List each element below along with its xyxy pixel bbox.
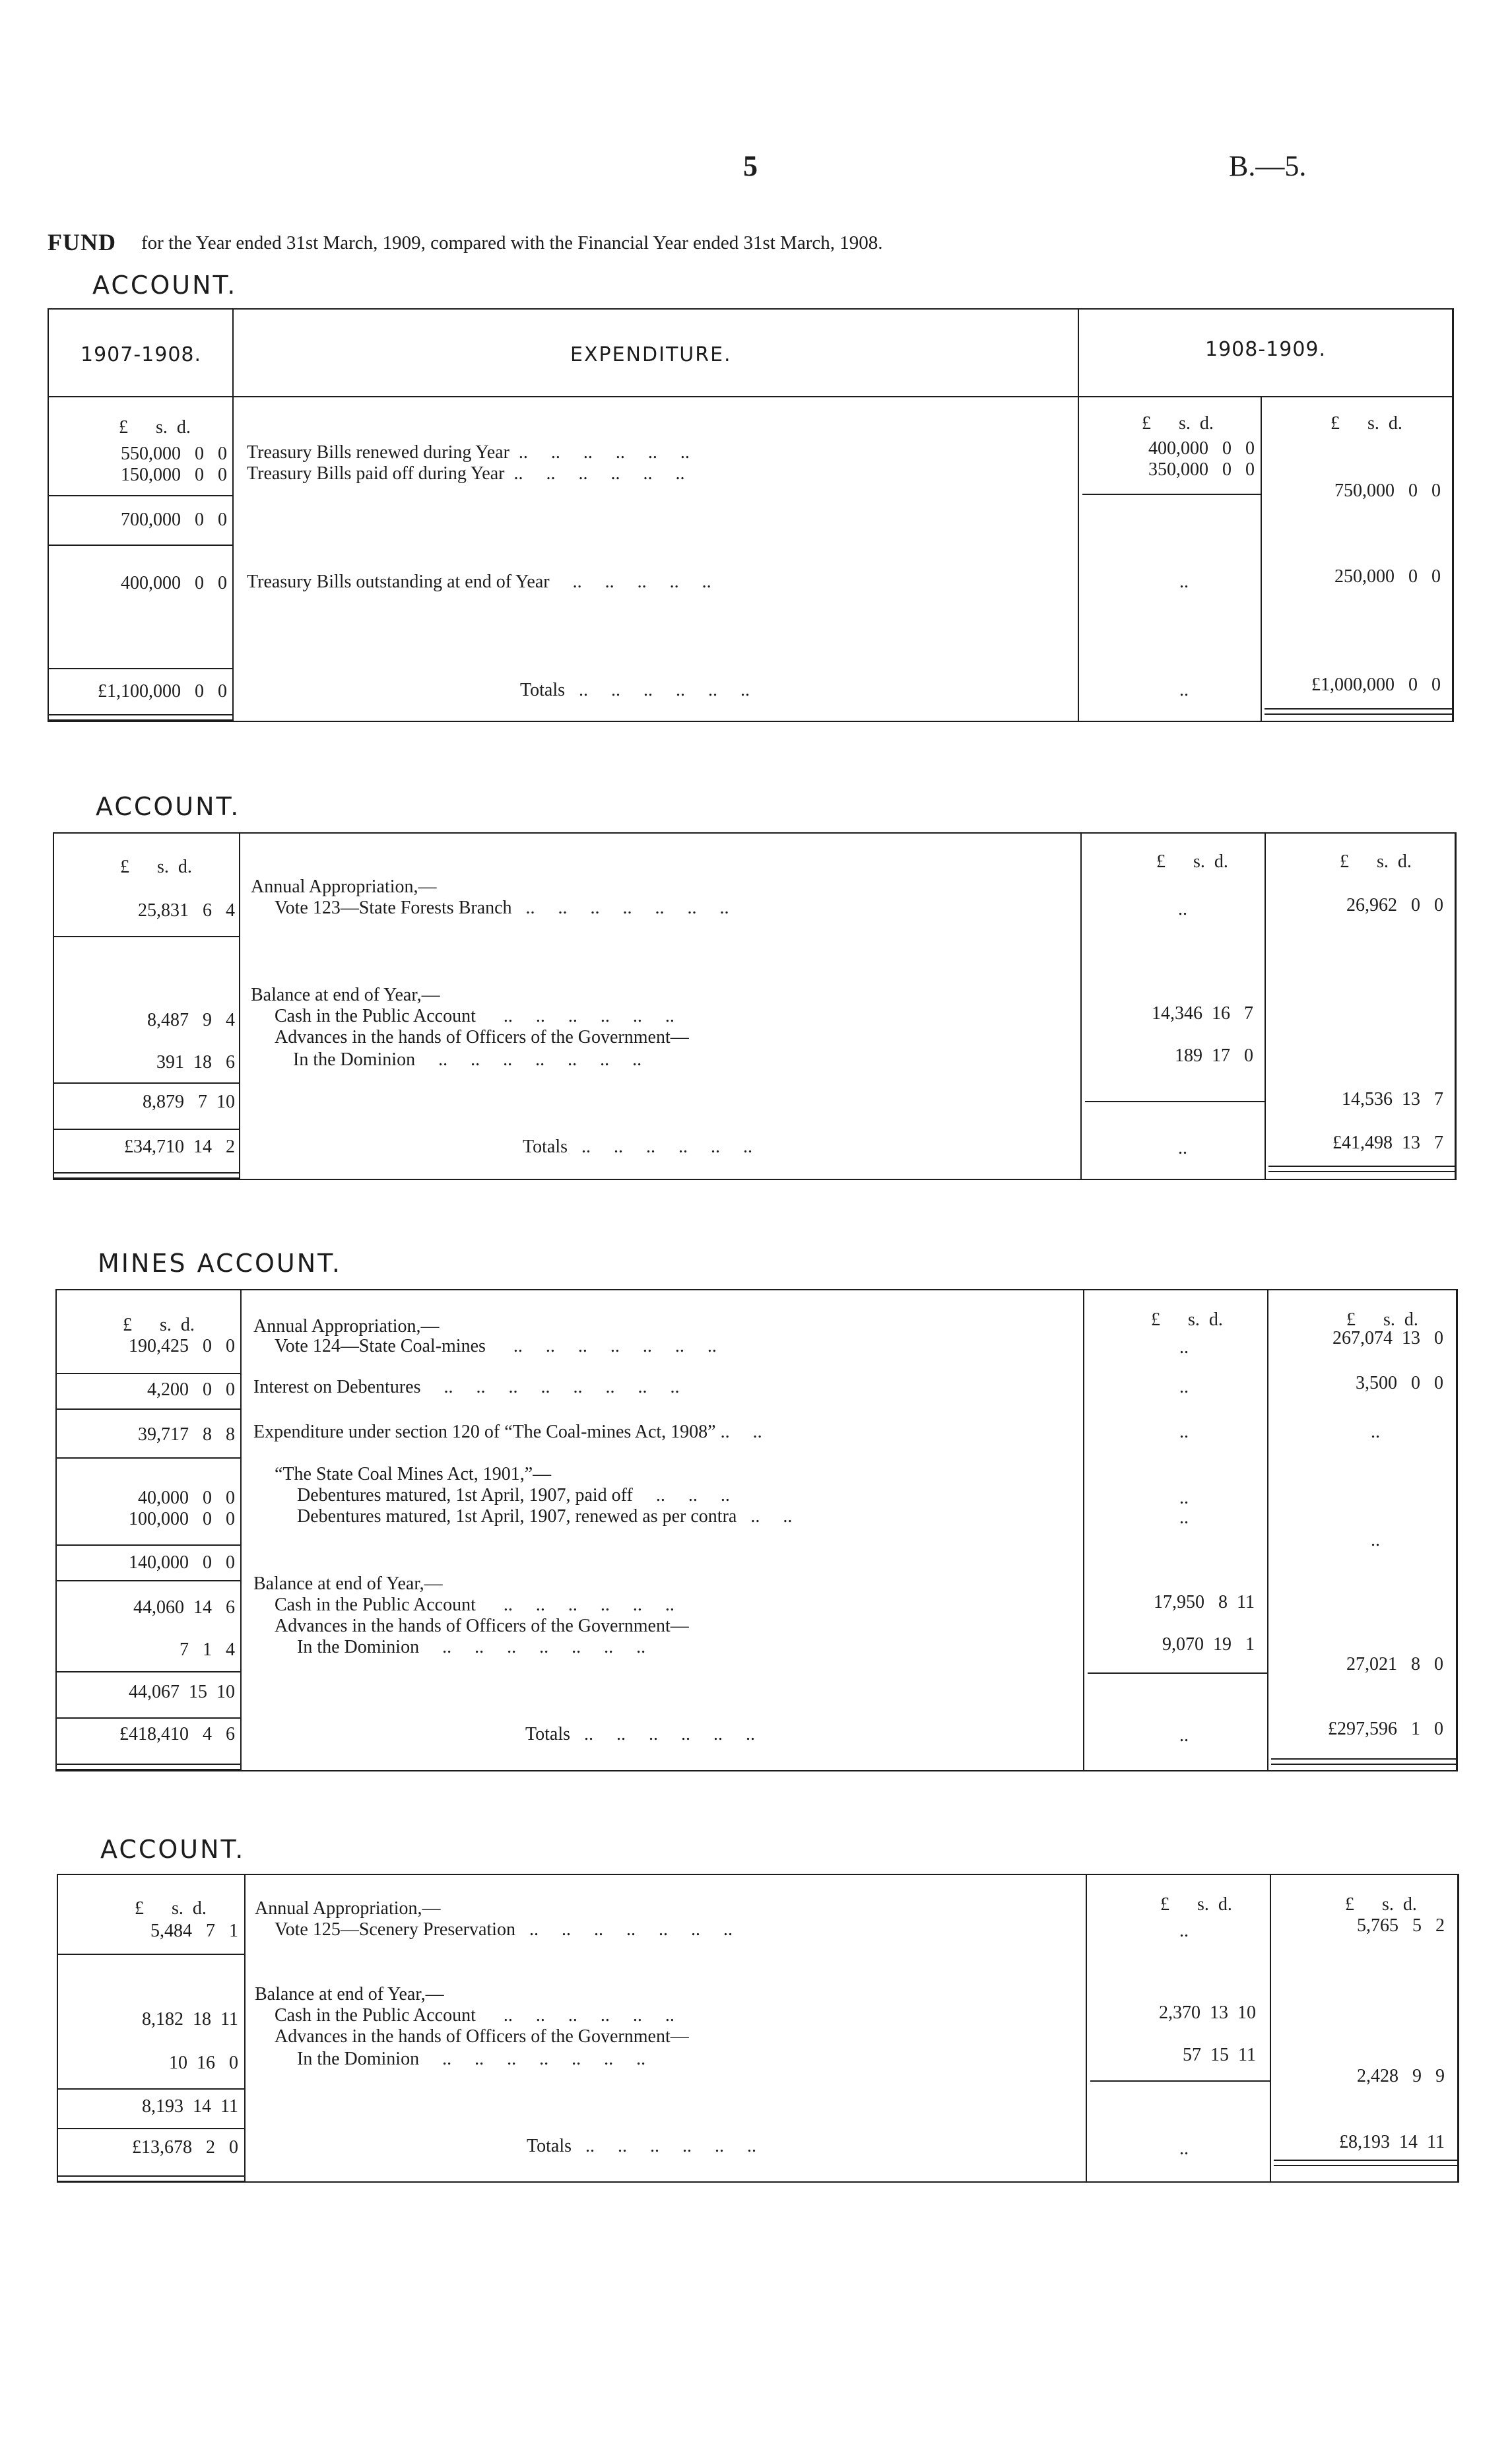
totals-label: Totals .. .. .. .. .. ..: [527, 2136, 757, 2156]
totals-inner: ..: [1179, 1725, 1189, 1746]
currency-heading-inner: £ s. d.: [1142, 413, 1214, 434]
table-row-text: In the Dominion .. .. .. .. .. .. ..: [297, 1637, 646, 1657]
table-row-text: Advances in the hands of Officers of the Government—: [275, 1027, 689, 1047]
currency-heading-inner: £ s. d.: [1160, 1894, 1232, 1915]
table-row-inner: 400,000 0 0: [1148, 438, 1255, 459]
table-row-left: 150,000 0 0: [121, 465, 227, 485]
table-row-left: 5,484 7 1: [150, 1921, 238, 1941]
section-2-title: ACCOUNT.: [96, 792, 241, 821]
table-row-outer: 2,428 9 9: [1357, 2066, 1445, 2086]
totals-inner: ..: [1178, 1138, 1187, 1158]
currency-heading-left: £ s. d.: [123, 1315, 195, 1335]
table-row-left: 40,000 0 0: [138, 1488, 235, 1508]
currency-heading-inner: £ s. d.: [1151, 1309, 1223, 1330]
section-1-title: ACCOUNT.: [92, 271, 238, 300]
currency-heading-outer: £ s. d.: [1331, 413, 1402, 434]
table-row-left: 8,193 14 11: [142, 2096, 238, 2117]
table-row-outer: 750,000 0 0: [1334, 480, 1441, 501]
table-row-inner: ..: [1179, 1488, 1189, 1508]
table-row-left: 39,717 8 8: [138, 1424, 235, 1445]
table-row-text: Balance at end of Year,—: [255, 1984, 444, 2004]
table-row-text: Cash in the Public Account .. .. .. .. .. ..: [275, 1595, 674, 1615]
table-row-text: Vote 125—Scenery Preservation .. .. .. .. .. .. ..: [275, 1919, 733, 1940]
table-row-left: 25,831 6 4: [138, 900, 235, 921]
column-header-1908-1909: 1908-1909.: [1205, 338, 1327, 361]
table-row-text: Debentures matured, 1st April, 1907, renewed as per contra .. ..: [297, 1506, 793, 1527]
table-row-text: “The State Coal Mines Act, 1901,”—: [275, 1464, 552, 1484]
table-row-inner: ..: [1179, 1507, 1189, 1528]
totals-left: £418,410 4 6: [119, 1724, 235, 1744]
table-row-left: 391 18 6: [156, 1052, 235, 1073]
table-row-left: 190,425 0 0: [129, 1336, 235, 1356]
table-row-text: Treasury Bills renewed during Year .. .. .. .. .. ..: [247, 442, 690, 463]
table-row-inner: ..: [1178, 899, 1187, 919]
table-row-text: Expenditure under section 120 of “The Coal-mines Act, 1908” .. ..: [253, 1422, 762, 1442]
table-row-text: In the Dominion .. .. .. .. .. .. ..: [297, 2049, 646, 2069]
totals-left: £1,100,000 0 0: [98, 681, 227, 702]
table-row-left: 550,000 0 0: [121, 444, 227, 464]
table-row-text: Advances in the hands of Officers of the Government—: [275, 2026, 689, 2047]
table-row-inner: ..: [1179, 1422, 1189, 1442]
table-row-outer: 26,962 0 0: [1346, 895, 1443, 915]
table-row-text: Vote 123—State Forests Branch .. .. .. .. .. .. ..: [275, 898, 729, 918]
totals-outer: £1,000,000 0 0: [1311, 675, 1441, 695]
table-row-left: 8,879 7 10: [143, 1092, 235, 1112]
table-row-inner: 189 17 0: [1175, 1045, 1253, 1066]
table-row-text: Vote 124—State Coal-mines .. .. .. .. .. .. ..: [275, 1336, 717, 1356]
document-reference: B.—5.: [1229, 150, 1307, 182]
table-row-outer: 5,765 5 2: [1357, 1915, 1445, 1936]
table-row-text: Cash in the Public Account .. .. .. .. .. ..: [275, 1006, 674, 1026]
page-number: 5: [743, 150, 758, 182]
totals-outer: £8,193 14 11: [1339, 2132, 1445, 2152]
table-row-inner: ..: [1179, 1921, 1189, 1941]
currency-heading-inner: £ s. d.: [1156, 851, 1228, 872]
table-row-inner: 14,346 16 7: [1152, 1003, 1253, 1024]
currency-heading-outer: £ s. d.: [1346, 1309, 1418, 1330]
table-row-inner: 17,950 8 11: [1154, 1592, 1255, 1612]
column-header-expenditure: EXPENDITURE.: [570, 343, 732, 366]
table-row-left: 10 16 0: [169, 2053, 238, 2073]
table-row-inner: 9,070 19 1: [1162, 1634, 1255, 1655]
table-row-inner: ..: [1179, 1377, 1189, 1397]
table-row-inner: 350,000 0 0: [1148, 459, 1255, 480]
totals-label: Totals .. .. .. .. .. ..: [525, 1724, 756, 1744]
totals-inner: ..: [1179, 2138, 1189, 2159]
table-row-outer: ..: [1371, 1530, 1380, 1550]
totals-left: £34,710 14 2: [124, 1137, 235, 1157]
table-row-inner: ..: [1179, 1337, 1189, 1358]
table-row-inner: 57 15 11: [1183, 2045, 1256, 2065]
totals-outer: £41,498 13 7: [1332, 1133, 1443, 1153]
table-row-text: Balance at end of Year,—: [251, 985, 440, 1005]
table-row-left: 8,487 9 4: [147, 1010, 235, 1030]
table-row-left: 4,200 0 0: [147, 1379, 235, 1400]
table-row-text: Advances in the hands of Officers of the Government—: [275, 1616, 689, 1636]
table-row-left: 44,060 14 6: [133, 1597, 235, 1618]
table-row-outer: ..: [1371, 1422, 1380, 1442]
table-row-outer: 3,500 0 0: [1356, 1373, 1443, 1393]
table-row-text: Balance at end of Year,—: [253, 1573, 443, 1594]
table-row-outer: 267,074 13 0: [1332, 1328, 1443, 1348]
totals-left: £13,678 2 0: [132, 2137, 238, 2158]
table-row-text: Interest on Debentures .. .. .. .. .. .. .. ..: [253, 1377, 680, 1397]
table-row-left: 100,000 0 0: [129, 1509, 235, 1529]
table-row-text: In the Dominion .. .. .. .. .. .. ..: [293, 1049, 642, 1070]
currency-heading-outer: £ s. d.: [1340, 851, 1412, 872]
totals-outer: £297,596 1 0: [1328, 1719, 1443, 1739]
fund-heading: FUND: [48, 229, 116, 255]
table-row-left: 140,000 0 0: [129, 1552, 235, 1573]
table-row-left: 7 1 4: [180, 1639, 235, 1660]
table-row-outer: 14,536 13 7: [1342, 1089, 1443, 1109]
table-row-inner: 2,370 13 10: [1159, 2002, 1256, 2023]
table-row-text: Annual Appropriation,—: [253, 1316, 440, 1337]
totals-label: Totals .. .. .. .. .. ..: [523, 1137, 753, 1157]
currency-heading-left: £ s. d.: [120, 857, 192, 877]
table-row-outer: 27,021 8 0: [1346, 1654, 1443, 1674]
table-row-text: Annual Appropriation,—: [251, 877, 437, 897]
totals-inner: ..: [1179, 680, 1189, 700]
table-row-left: 8,182 18 11: [142, 2009, 238, 2030]
column-header-1907-1908: 1907-1908.: [81, 343, 202, 366]
currency-heading-left: £ s. d.: [135, 1898, 207, 1919]
table-row-left: 44,067 15 10: [129, 1682, 235, 1702]
table-row-inner: ..: [1179, 572, 1189, 592]
table-row-text: Annual Appropriation,—: [255, 1898, 441, 1919]
fund-subtitle: for the Year ended 31st March, 1909, compared with the Financial Year ended 31st March, 1908.: [141, 232, 883, 253]
table-row-text: Cash in the Public Account .. .. .. .. .. ..: [275, 2005, 674, 2026]
table-row-left: 700,000 0 0: [121, 510, 227, 530]
table-row-left: 400,000 0 0: [121, 573, 227, 593]
table-row-outer: 250,000 0 0: [1334, 566, 1441, 587]
currency-heading-outer: £ s. d.: [1345, 1894, 1417, 1915]
section-3-title: MINES ACCOUNT.: [98, 1249, 342, 1278]
currency-heading-left: £ s. d.: [119, 417, 191, 438]
totals-label: Totals .. .. .. .. .. ..: [520, 680, 750, 700]
table-row-text: Treasury Bills outstanding at end of Year .. .. .. .. ..: [247, 572, 711, 592]
table-row-text: Treasury Bills paid off during Year .. .. .. .. .. ..: [247, 463, 685, 484]
table-row-text: Debentures matured, 1st April, 1907, paid off .. .. ..: [297, 1485, 730, 1505]
section-4-title: ACCOUNT.: [100, 1835, 246, 1864]
